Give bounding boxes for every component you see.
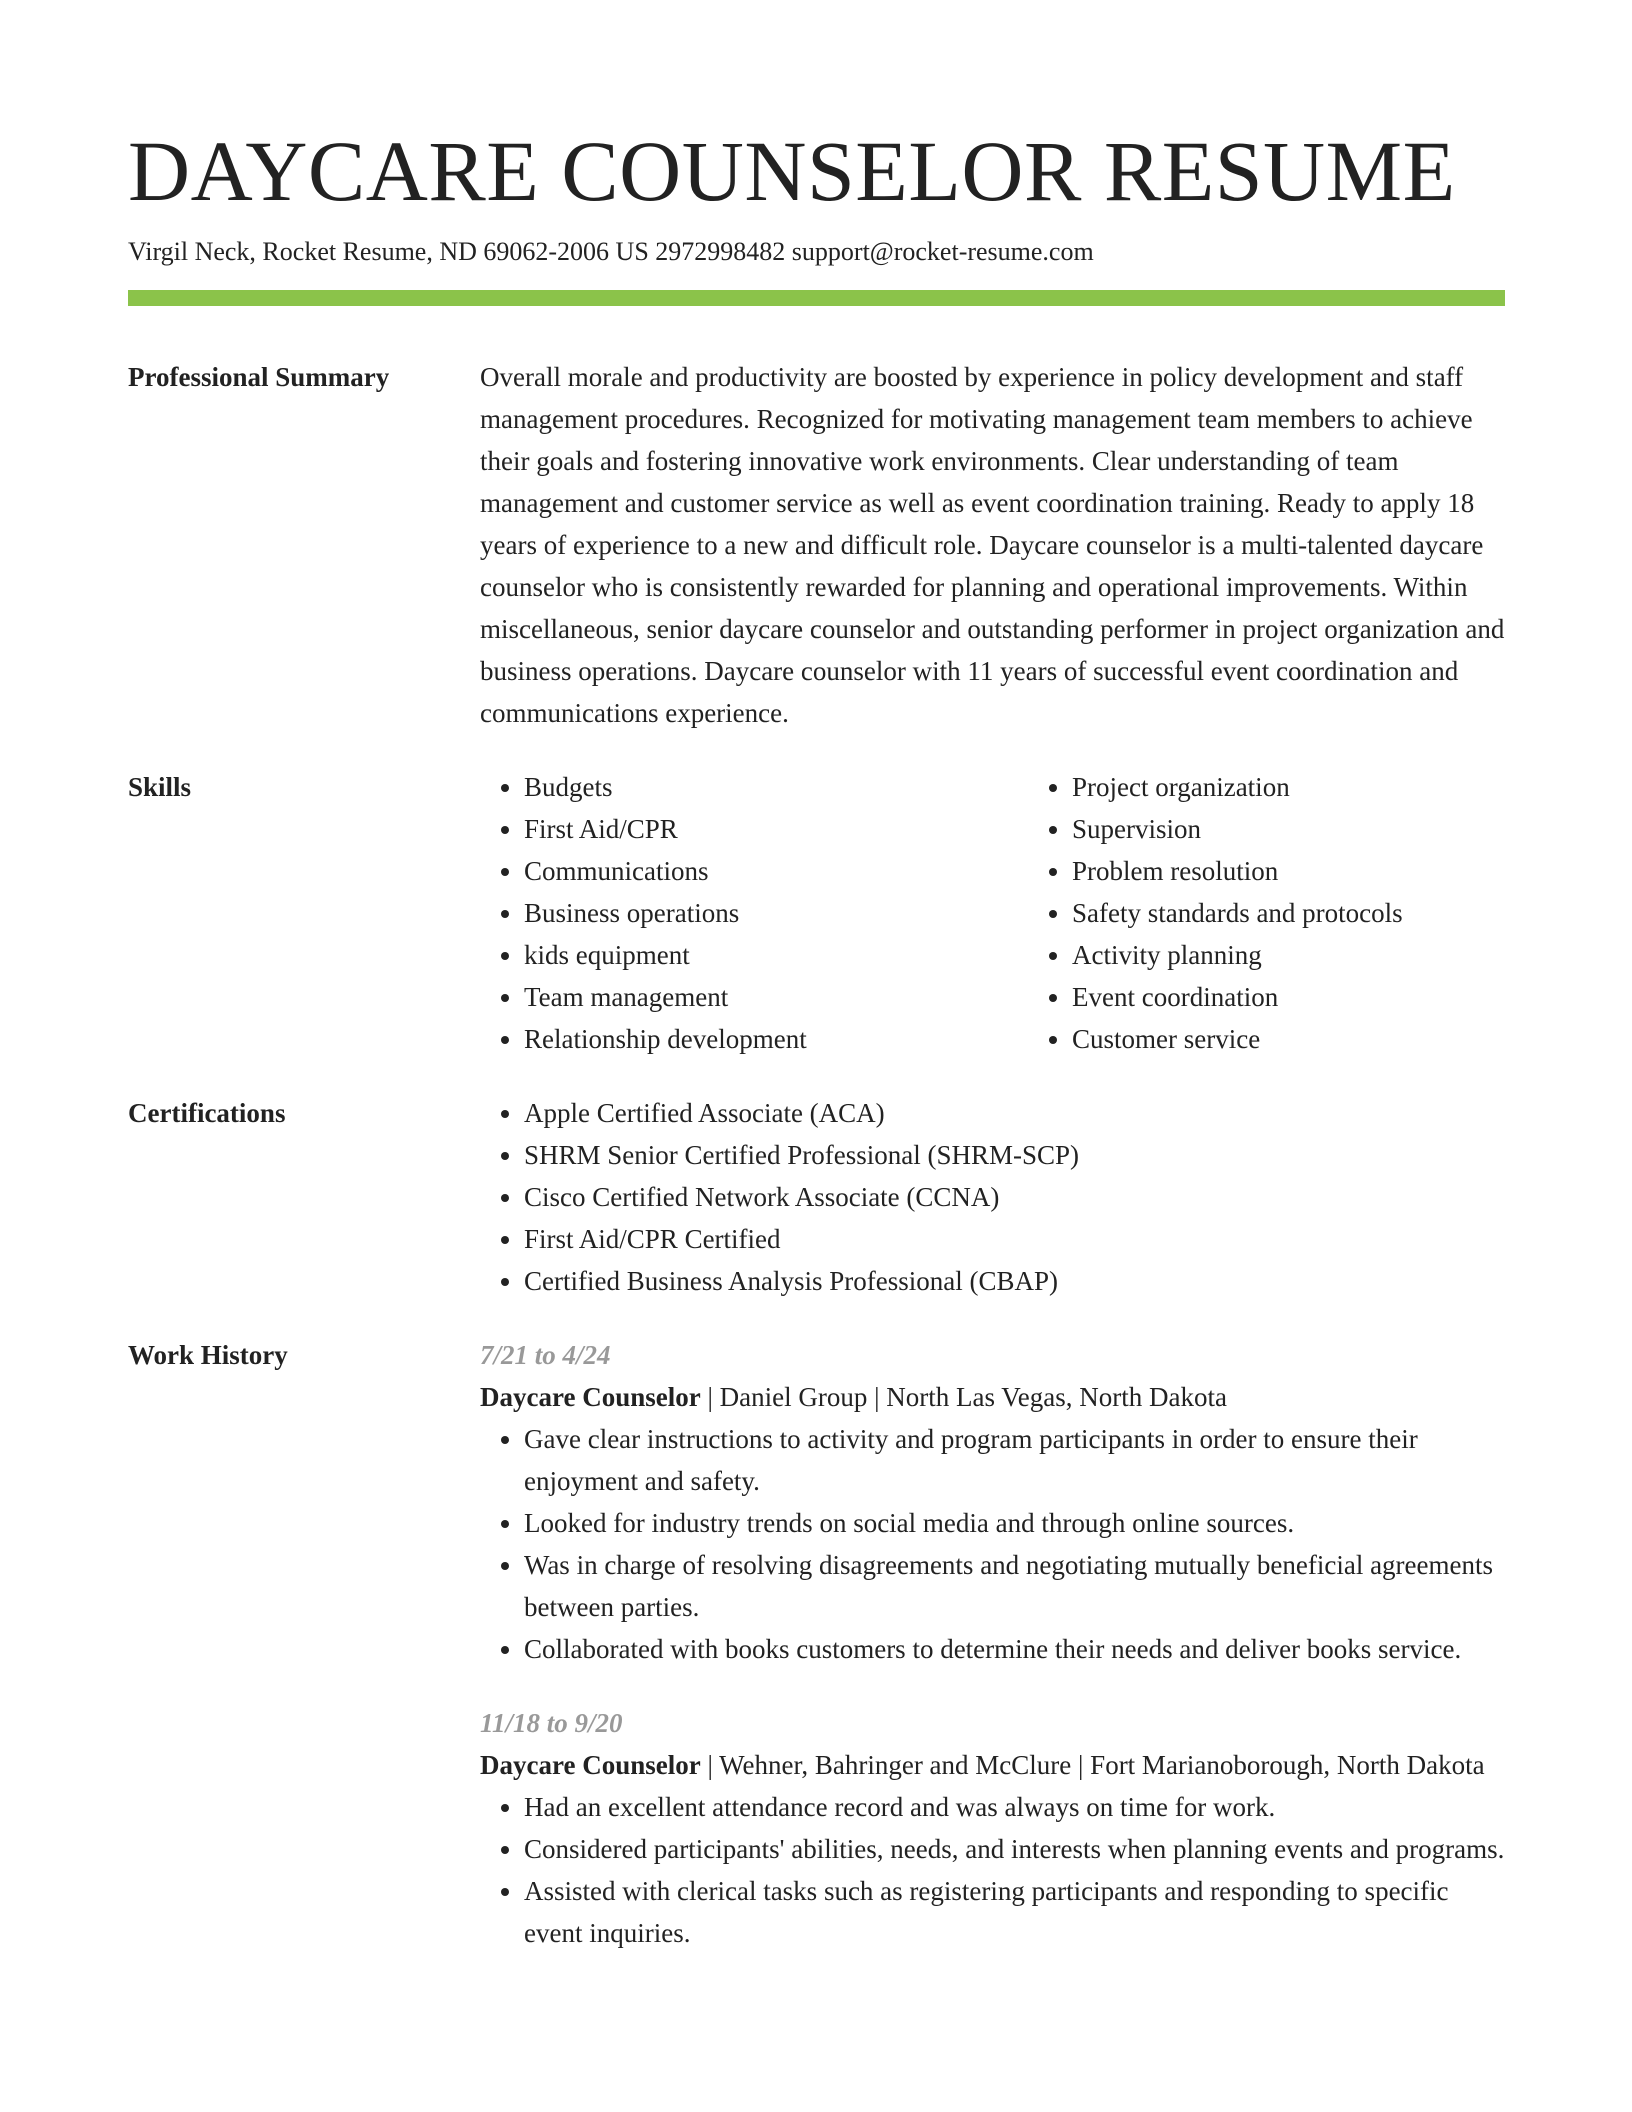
skill-item: • Supervision [1072,808,1576,850]
job-bullet: • Had an excellent attendance record and was always on time for work. [524,1786,1505,1828]
skill-item: • Budgets [524,766,1028,808]
skill-item: • First Aid/CPR [524,808,1028,850]
job-bullet: • Was in charge of resolving disagreements and negotiating mutually beneficial agreements between parties. [524,1544,1505,1628]
summary-text: Overall morale and productivity are boosted by experience in policy development and staff management procedures. Recognized for motivating management team members to achieve their goals and fostering innovative work environments. Clear understanding of team management and customer service as well as event coordination training. Ready to apply 18 years of experience to a new and difficult role. Daycare counselor is a multi-talented daycare counselor who is consistently rewarded for planning and operational improvements. Within miscellaneous, senior daycare counselor and outstanding performer in project organization and business operations. Daycare counselor with 11 years of successful event coordination and communications experience. [480,362,1505,728]
certification-item: • Certified Business Analysis Professional (CBAP) [524,1260,1505,1302]
certification-item: • Apple Certified Associate (ACA) [524,1092,1505,1134]
skill-item: • Problem resolution [1072,850,1576,892]
job-bullets [480,1418,1505,1670]
job-header [480,1744,1505,1786]
resume-page [128,118,1505,1954]
job-details: | Daniel Group | North Las Vegas, North Dakota [700,1382,1227,1412]
summary-heading: Professional Summary [128,362,390,392]
job-details: | Wehner, Bahringer and McClure | Fort Marianoborough, North Dakota [700,1750,1485,1780]
certifications-list [480,1092,1505,1302]
job-bullet: • Assisted with clerical tasks such as registering participants and responding to specific event inquiries. [524,1870,1505,1954]
skills-list-right [1028,766,1576,1060]
contact-line: Virgil Neck, Rocket Resume, ND 69062-2006 US 2972998482 support@rocket-resume.com [128,237,1094,266]
certification-item: • Cisco Certified Network Associate (CCNA) [524,1176,1505,1218]
accent-divider [128,290,1505,306]
skill-item: • Activity planning [1072,934,1576,976]
job-entry [480,1702,1505,1954]
skill-item: • Event coordination [1072,976,1576,1018]
job-bullet: • Considered participants' abilities, needs, and interests when planning events and programs. [524,1828,1505,1870]
job-entry [480,1334,1505,1670]
certification-item: • SHRM Senior Certified Professional (SHRM-SCP) [524,1134,1505,1176]
job-bullet: • Looked for industry trends on social media and through online sources. [524,1502,1505,1544]
job-header [480,1376,1505,1418]
skill-item: • Communications [524,850,1028,892]
work-history-heading: Work History [128,1340,288,1370]
skill-item: • kids equipment [524,934,1028,976]
skill-item: • Safety standards and protocols [1072,892,1576,934]
page-title: DAYCARE COUNSELOR RESUME [128,123,1456,219]
skill-item: • Relationship development [524,1018,1028,1060]
summary-section [128,356,1505,734]
work-history-section [128,1334,1505,1954]
job-bullet: • Gave clear instructions to activity and program participants in order to ensure their enjoyment and safety. [524,1418,1505,1502]
skills-list-left [480,766,1028,1060]
job-dates: 11/18 to 9/20 [480,1708,623,1738]
certifications-section [128,1092,1505,1302]
certification-item: • First Aid/CPR Certified [524,1218,1505,1260]
job-title: Daycare Counselor [480,1382,701,1412]
certifications-heading: Certifications [128,1098,286,1128]
job-bullet: • Collaborated with books customers to determine their needs and deliver books service. [524,1628,1505,1670]
skills-heading: Skills [128,772,192,802]
job-dates: 7/21 to 4/24 [480,1340,611,1370]
skill-item: • Customer service [1072,1018,1576,1060]
skill-item: • Team management [524,976,1028,1018]
skill-item: • Business operations [524,892,1028,934]
skills-section [128,766,1505,1060]
skill-item: • Project organization [1072,766,1576,808]
job-bullets [480,1786,1505,1954]
job-title: Daycare Counselor [480,1750,701,1780]
